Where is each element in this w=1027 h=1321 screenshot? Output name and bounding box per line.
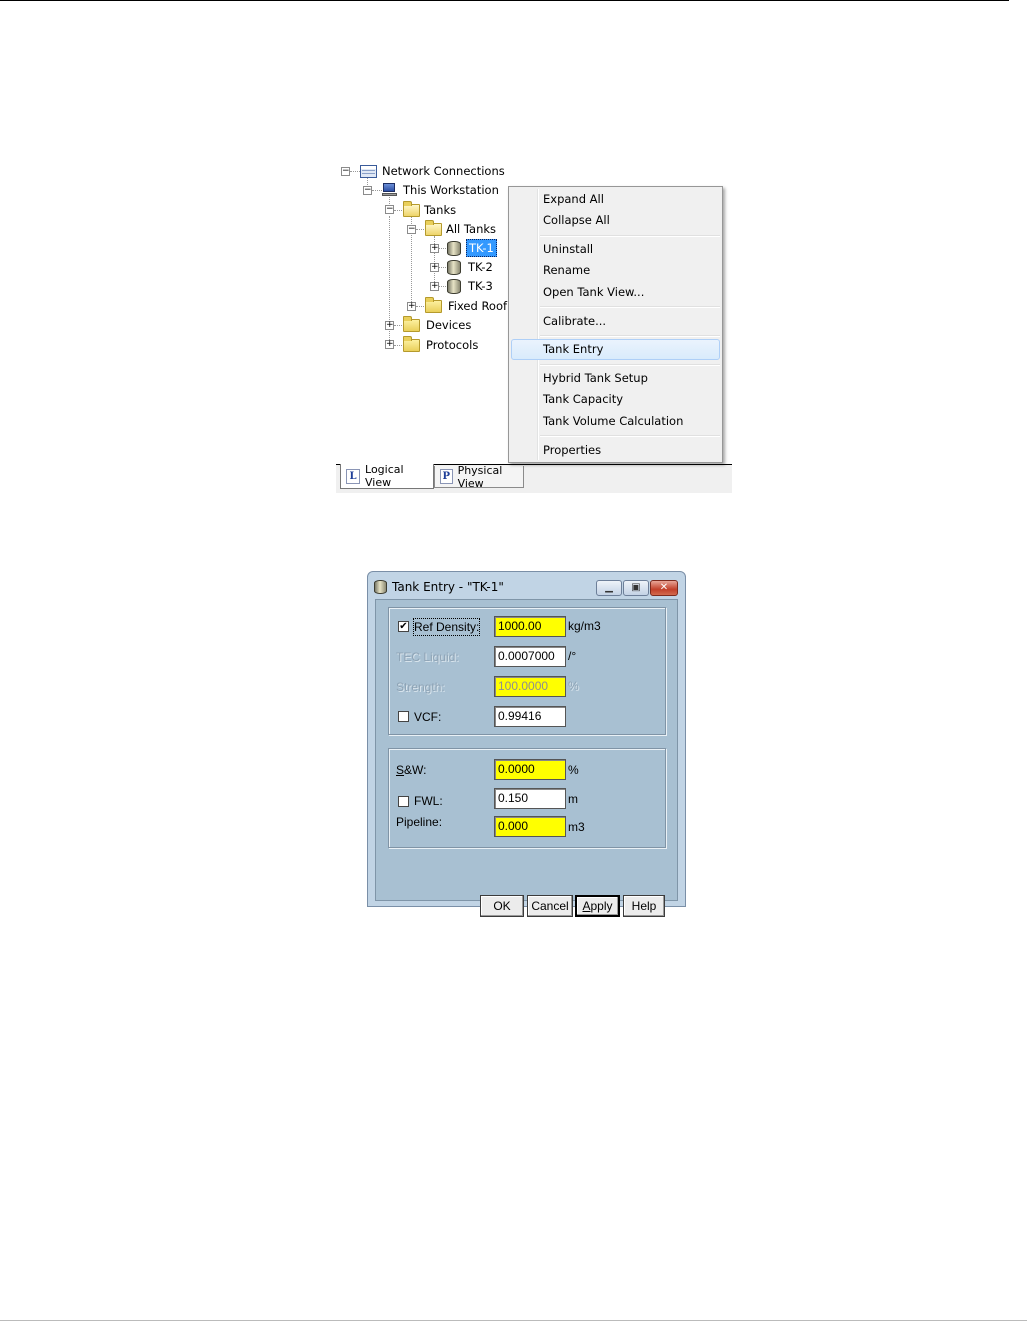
strength-unit: %	[568, 679, 579, 693]
tree-item-network-connections[interactable]	[360, 162, 505, 180]
tree-item-tanks[interactable]	[403, 201, 456, 219]
ref-density-checkbox[interactable]: ✔	[399, 621, 408, 632]
menu-item-rename[interactable]: Rename	[543, 263, 591, 277]
tank-icon	[447, 260, 461, 275]
tree-item-tank-tk2[interactable]	[447, 258, 493, 276]
tec-liquid-unit: /°	[568, 649, 577, 663]
dialog-body	[375, 599, 678, 913]
tree-item-label: TK-3	[468, 279, 493, 293]
fwl-unit: m	[568, 792, 578, 806]
collapse-icon[interactable]: −	[364, 185, 372, 195]
tree-item-tank-tk1[interactable]	[447, 239, 497, 257]
tree-line	[350, 171, 360, 172]
pipeline-label: Pipeline:	[396, 815, 443, 829]
tree-item-tank-tk3[interactable]	[447, 277, 493, 295]
vcf-label: VCF:	[414, 710, 442, 724]
menu-separator	[540, 364, 720, 366]
menu-separator	[540, 306, 720, 308]
tree-line	[372, 190, 382, 191]
tree-item-this-workstation[interactable]	[382, 181, 499, 199]
tree-item-label: TK-2	[468, 260, 493, 274]
menu-item-calibrate[interactable]: Calibrate...	[543, 314, 607, 328]
tank-icon	[447, 241, 461, 256]
tab-label: Physical View	[457, 463, 503, 490]
tree-item-all-tanks[interactable]	[425, 220, 496, 238]
tree-item-devices[interactable]	[403, 316, 471, 334]
cancel-button[interactable]: Cancel	[527, 895, 573, 917]
menu-item-properties[interactable]: Properties	[543, 443, 602, 457]
menu-item-tank-entry[interactable]: Tank Entry	[511, 339, 720, 360]
logical-view-icon: L	[346, 469, 360, 484]
dialog-title: Tank Entry - "TK-1"	[392, 580, 504, 594]
tab-logical-view[interactable]	[340, 464, 434, 489]
network-icon	[360, 165, 377, 178]
ok-button[interactable]: OK	[480, 895, 524, 917]
top-rule	[0, 0, 1009, 1]
help-button[interactable]: Help	[623, 895, 665, 917]
expand-icon[interactable]: +	[431, 243, 439, 253]
tank-entry-dialog	[367, 571, 686, 913]
sw-field[interactable]: 0.0000	[494, 759, 566, 780]
collapse-icon[interactable]: −	[386, 204, 394, 214]
menu-separator	[540, 235, 720, 237]
vcf-field[interactable]: 0.99416	[494, 706, 566, 727]
minimize-icon[interactable]: ▁	[596, 580, 622, 596]
expand-icon[interactable]: +	[431, 262, 439, 272]
expand-icon[interactable]: +	[386, 320, 394, 330]
physical-view-icon: P	[440, 469, 453, 484]
sw-label: S&W:	[396, 763, 427, 777]
ref-density-label: Ref Density:	[414, 620, 480, 634]
tree-item-label: TK-1	[466, 239, 497, 257]
dialog-title-bar[interactable]	[374, 580, 504, 594]
menu-separator	[540, 335, 720, 337]
tab-label: Logical View	[365, 463, 404, 489]
tree-item-label: Protocols	[426, 338, 479, 352]
restore-icon[interactable]: ▣	[623, 580, 649, 596]
view-tab-bar	[336, 464, 732, 492]
tree-item-protocols[interactable]	[403, 336, 478, 354]
context-menu	[508, 186, 723, 463]
tree-item-label: Network Connections	[382, 164, 505, 178]
folder-open-icon	[403, 204, 420, 217]
caption-buttons	[595, 580, 678, 596]
tec-liquid-field[interactable]: 0.0007000	[494, 646, 566, 667]
fwl-checkbox[interactable]	[398, 796, 409, 807]
fwl-field[interactable]: 0.150	[494, 788, 566, 809]
expand-icon[interactable]: +	[386, 339, 394, 349]
expand-icon[interactable]: +	[408, 301, 416, 311]
menu-item-open-tank-view[interactable]: Open Tank View...	[543, 285, 645, 299]
menu-separator	[540, 435, 720, 437]
sw-unit: %	[568, 763, 579, 777]
menu-item-uninstall[interactable]: Uninstall	[543, 242, 594, 256]
menu-item-hybrid-tank-setup[interactable]: Hybrid Tank Setup	[543, 371, 648, 385]
tree-item-label: Devices	[426, 318, 472, 332]
tree-item-label: All Tanks	[446, 222, 497, 236]
ref-density-unit: kg/m3	[568, 619, 601, 633]
pipeline-unit: m3	[568, 820, 585, 834]
ref-density-field[interactable]: 1000.00	[494, 616, 566, 637]
tank-icon	[447, 279, 461, 294]
pipeline-field[interactable]: 0.000	[494, 816, 566, 837]
menu-item-expand-all[interactable]: Expand All	[543, 192, 604, 206]
vcf-checkbox[interactable]	[398, 711, 409, 722]
tank-icon	[374, 580, 387, 594]
computer-icon	[382, 183, 397, 197]
collapse-icon[interactable]: −	[408, 224, 416, 234]
tree-item-label: This Workstation	[403, 183, 499, 197]
folder-icon	[403, 339, 420, 352]
menu-item-collapse-all[interactable]: Collapse All	[543, 213, 610, 227]
strength-field: 100.0000	[494, 676, 566, 697]
tree-item-label: Fixed Roof	[448, 299, 508, 313]
folder-open-icon	[425, 223, 442, 236]
tab-physical-view[interactable]	[434, 463, 524, 490]
close-icon[interactable]: ✕	[650, 580, 678, 596]
tree-item-fixed-roof[interactable]	[425, 297, 507, 315]
folder-icon	[403, 319, 420, 332]
apply-button[interactable]: Apply	[575, 895, 620, 917]
collapse-icon[interactable]: −	[342, 166, 350, 176]
fwl-label: FWL:	[414, 794, 443, 808]
tree-item-label: Tanks	[424, 203, 457, 217]
strength-label: Strength:	[396, 680, 445, 694]
folder-icon	[425, 300, 442, 313]
menu-item-tank-capacity[interactable]: Tank Capacity	[543, 392, 624, 406]
tec-liquid-label: TEC Liquid:	[396, 650, 459, 664]
expand-icon[interactable]: +	[431, 281, 439, 291]
menu-item-tank-volume-calculation[interactable]: Tank Volume Calculation	[543, 414, 684, 428]
